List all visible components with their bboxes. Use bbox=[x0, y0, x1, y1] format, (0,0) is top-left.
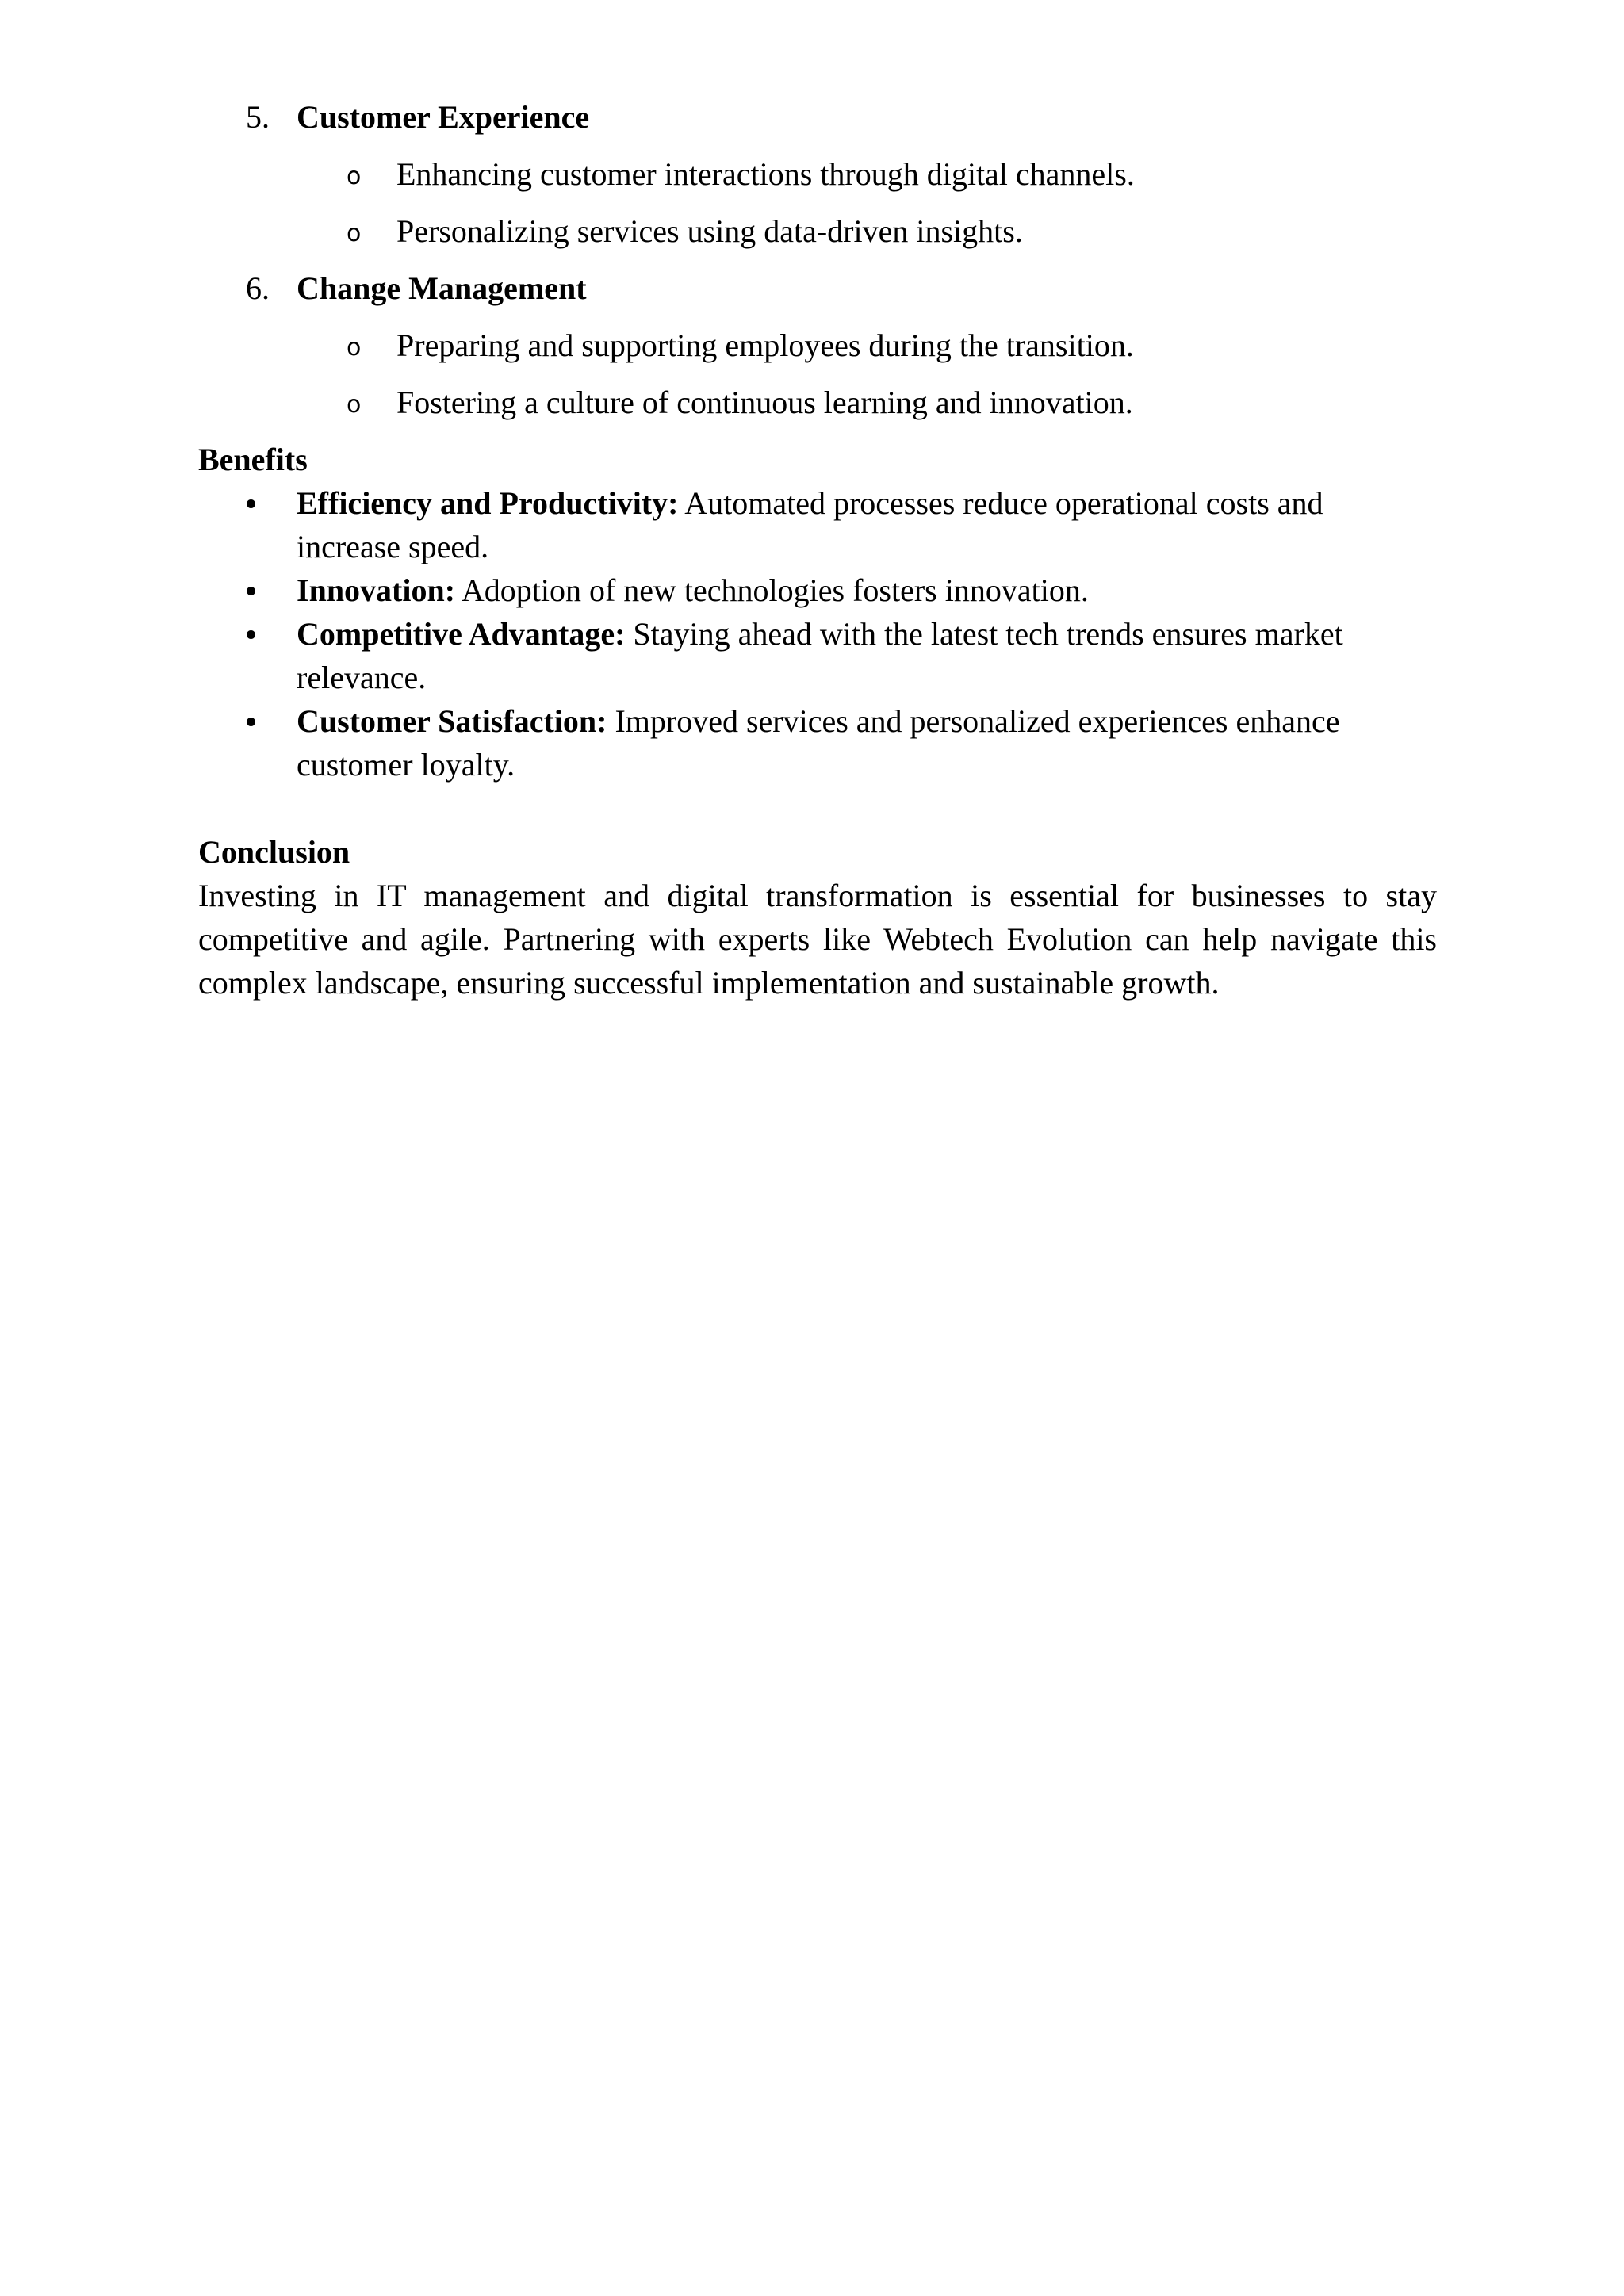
bullet-icon bbox=[247, 587, 255, 595]
benefit-text bbox=[297, 612, 1407, 699]
sub-list-item bbox=[0, 323, 1624, 367]
sub-item-text: Personalizing services using data-driven insights. bbox=[396, 213, 1023, 249]
hollow-bullet-icon: o bbox=[347, 334, 362, 362]
hollow-bullet-icon: o bbox=[347, 220, 362, 247]
numbered-item-customer-experience bbox=[0, 95, 1624, 139]
benefit-description: Improved services and personalized experiences enhance customer loyalty. bbox=[297, 703, 1340, 783]
item-title: Customer Experience bbox=[297, 99, 590, 135]
hollow-bullet-icon: o bbox=[347, 163, 362, 190]
item-number: 6. bbox=[246, 270, 270, 306]
sub-item-text: Enhancing customer interactions through digital channels. bbox=[396, 156, 1135, 192]
benefit-text bbox=[297, 568, 1407, 612]
sub-item-text: Fostering a culture of continuous learning and innovation. bbox=[396, 385, 1133, 420]
benefit-text bbox=[297, 481, 1407, 568]
bullet-icon bbox=[247, 718, 255, 726]
benefit-label: Customer Satisfaction: bbox=[297, 703, 607, 739]
numbered-item-change-management bbox=[0, 266, 1624, 310]
benefit-description: Staying ahead with the latest tech trends ensures market relevance. bbox=[297, 616, 1343, 695]
hollow-bullet-icon: o bbox=[347, 391, 362, 419]
conclusion-paragraph: Investing in IT management and digital transformation is essential for businesses to stay competitive and agile. Partnering with experts like Webtech Evolution can help navigate this complex landscape, ensuring successful implementation and sustainable growth. bbox=[198, 878, 1437, 1001]
bullet-icon bbox=[247, 499, 255, 508]
item-title: Change Management bbox=[297, 270, 587, 306]
benefit-description: Adoption of new technologies fosters innovation. bbox=[455, 572, 1089, 608]
bullet-icon bbox=[247, 630, 255, 639]
benefits-heading: Benefits bbox=[198, 442, 308, 477]
benefit-text bbox=[297, 699, 1407, 786]
sub-list-item bbox=[0, 209, 1624, 253]
benefit-label: Efficiency and Productivity: bbox=[297, 485, 679, 521]
item-number: 5. bbox=[246, 99, 270, 135]
sub-list-item bbox=[0, 381, 1624, 424]
benefit-label: Competitive Advantage: bbox=[297, 616, 626, 652]
benefit-description: Automated processes reduce operational costs and increase speed. bbox=[297, 485, 1323, 564]
benefit-label: Innovation: bbox=[297, 572, 456, 608]
sub-item-text: Preparing and supporting employees during the transition. bbox=[396, 327, 1134, 363]
sub-list-item bbox=[0, 152, 1624, 196]
conclusion-heading: Conclusion bbox=[198, 834, 350, 870]
